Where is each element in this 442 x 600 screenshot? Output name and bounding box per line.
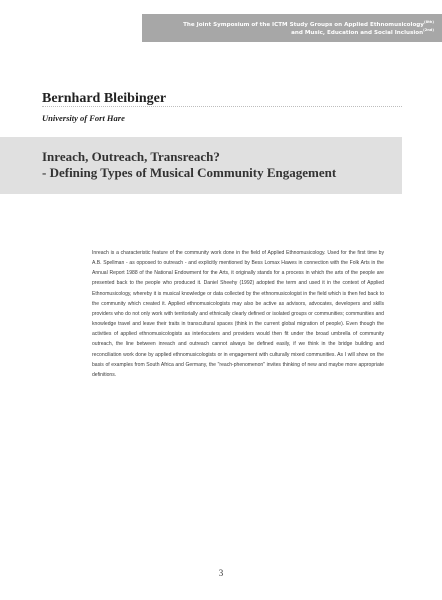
paper-title-line-1: Inreach, Outreach, Transreach? <box>42 149 220 164</box>
author-affiliation: University of Fort Hare <box>42 113 125 123</box>
paper-title-line-2: - Defining Types of Musical Community Engagement <box>42 165 337 180</box>
dotted-divider <box>42 106 402 107</box>
banner-text-2: and Music, Education and Social Inclusion <box>291 30 424 36</box>
author-name: Bernhard Bleibinger <box>42 91 167 106</box>
header-banner <box>142 14 442 42</box>
banner-sup-1: (8th) <box>423 20 434 25</box>
abstract-body: Inreach is a characteristic feature of the community work done in the field of Applied Ethnomusicology. Used for the first time by A.B. Spellman - as opposed to outreach - and explicitly mentioned by Bess Lomax Hawes in connection with the Folk Arts in the Annual Report 1988 of the National Endowment for the Arts, it originally stands for a process in which the arts of the people are presented back to the people who produced it. Daniel Sheehy (1992) adopted the term and used it in the context of Applied Ethnomusicology, whereby it is musical knowledge or data collected by the ethnomusicologist in the field which is then fed back to the community which created it. Applied ethnomusicologists may also be active as advisors, advocates, developers and skills providers who do not only work with territorially and ethnically clearly defined or isolated groups or communities; communities and knowledge travel and leave their traits in transcultural spaces (think in the current global migration of people). Even though the activities of applied ethnomusicologists as interlocuters and providers would then fit under the broad umbrella of community outreach, the line between inreach and outreach cannot always be defined easily, if we think in the bridge building and reconciliation work done by applied ethnomusicologists or in engagement with culturally mixed communities. As I will show on the basis of examples from South Africa and Germany, the "reach-phenomenon" invites thinking of new and maybe more appropriate definitions. <box>92 250 384 378</box>
banner-text-1: The Joint Symposium of the ICTM Study Groups on Applied Ethnomusicology <box>183 22 424 28</box>
banner-sup-2: (2nd) <box>423 28 434 33</box>
banner-line-1 <box>142 21 434 29</box>
banner-line-2 <box>142 29 434 37</box>
page-number: 3 <box>218 568 224 578</box>
